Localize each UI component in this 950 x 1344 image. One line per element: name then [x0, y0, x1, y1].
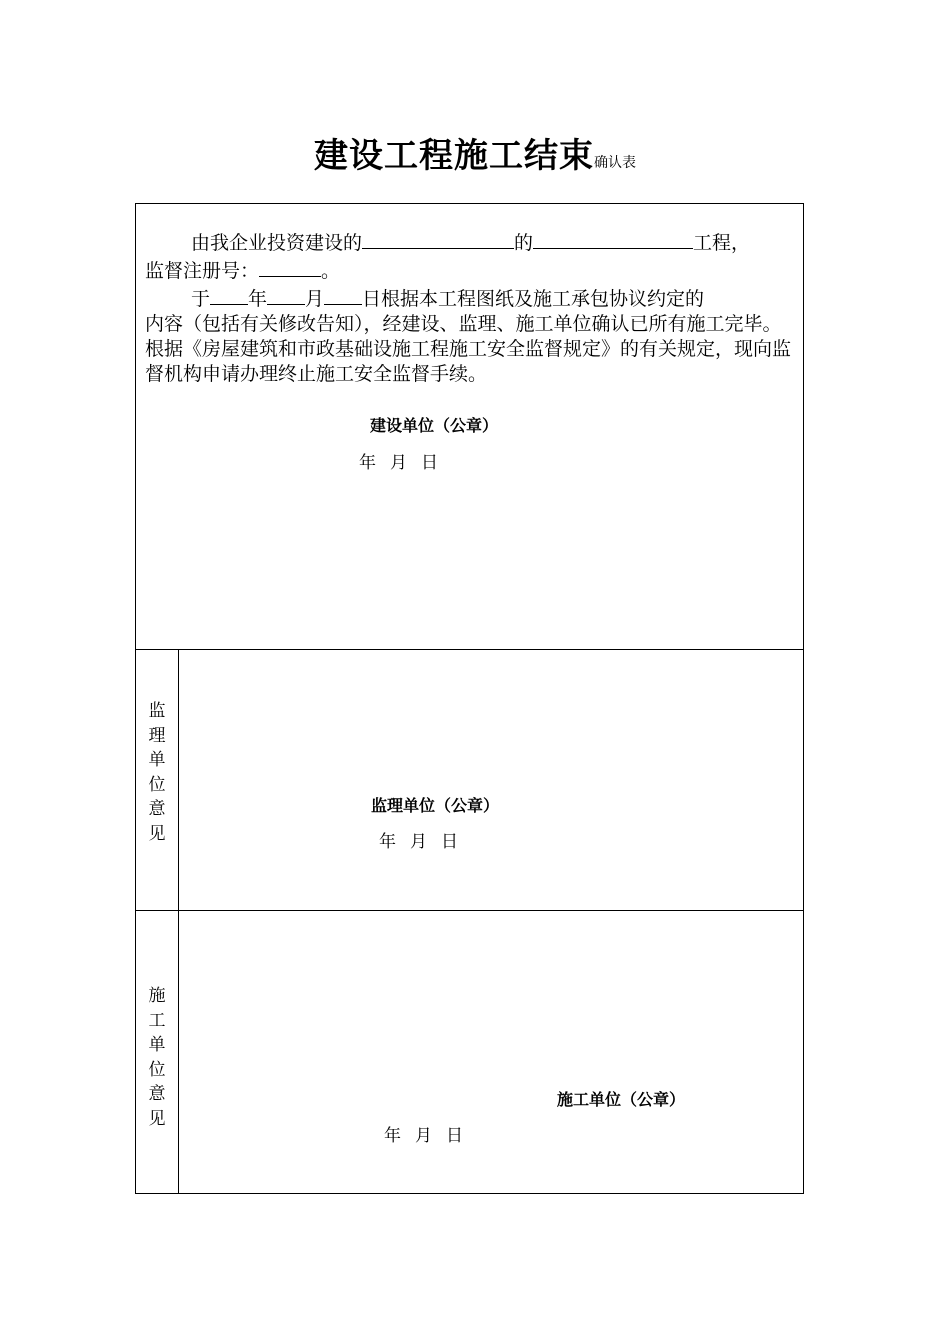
title-sub: 确认表 [594, 155, 636, 171]
body-text: 内容（包括有关修改告知），经建设、监理、施工单位确认已所有施工完毕。根据《房屋建筑和市政基础设施工程施工安全监督规定》的有关规定，现向监督机构申请办理终止施工安全监督手续。 [145, 313, 792, 385]
confirmation-form [135, 203, 804, 1194]
construction-unit-seal: 建设单位（公章） [370, 416, 499, 435]
divider-1 [136, 649, 803, 650]
label-column-divider [178, 649, 179, 1194]
blank-investor-project[interactable] [362, 228, 514, 249]
blank-month[interactable] [267, 284, 305, 305]
application-text [145, 228, 795, 387]
blank-year[interactable] [210, 284, 248, 305]
supervision-unit-seal: 监理单位（公章） [371, 796, 500, 815]
construction-unit-date: 年 月 日 [359, 453, 438, 473]
contractor-unit-seal: 施工单位（公章） [557, 1090, 686, 1109]
supervision-opinion-label: 监 理 单 位 意 见 [148, 701, 166, 844]
supervision-unit-date: 年 月 日 [379, 832, 458, 852]
line-2: 监督注册号： 。 [145, 256, 795, 284]
blank-registration-number[interactable] [259, 256, 321, 277]
contractor-opinion-label: 施 工 单 位 意 见 [148, 986, 166, 1129]
title-main: 建设工程施工结束 [314, 136, 594, 176]
line-1: 由我企业投资建设的 的 工程， [145, 228, 795, 256]
contractor-unit-date: 年 月 日 [384, 1126, 463, 1146]
blank-day[interactable] [324, 284, 362, 305]
divider-2 [136, 910, 803, 911]
line-3: 于 年 月 日根据本工程图纸及施工承包协议约定的 [145, 284, 795, 312]
document-title [0, 128, 950, 177]
blank-project-name[interactable] [533, 228, 693, 249]
